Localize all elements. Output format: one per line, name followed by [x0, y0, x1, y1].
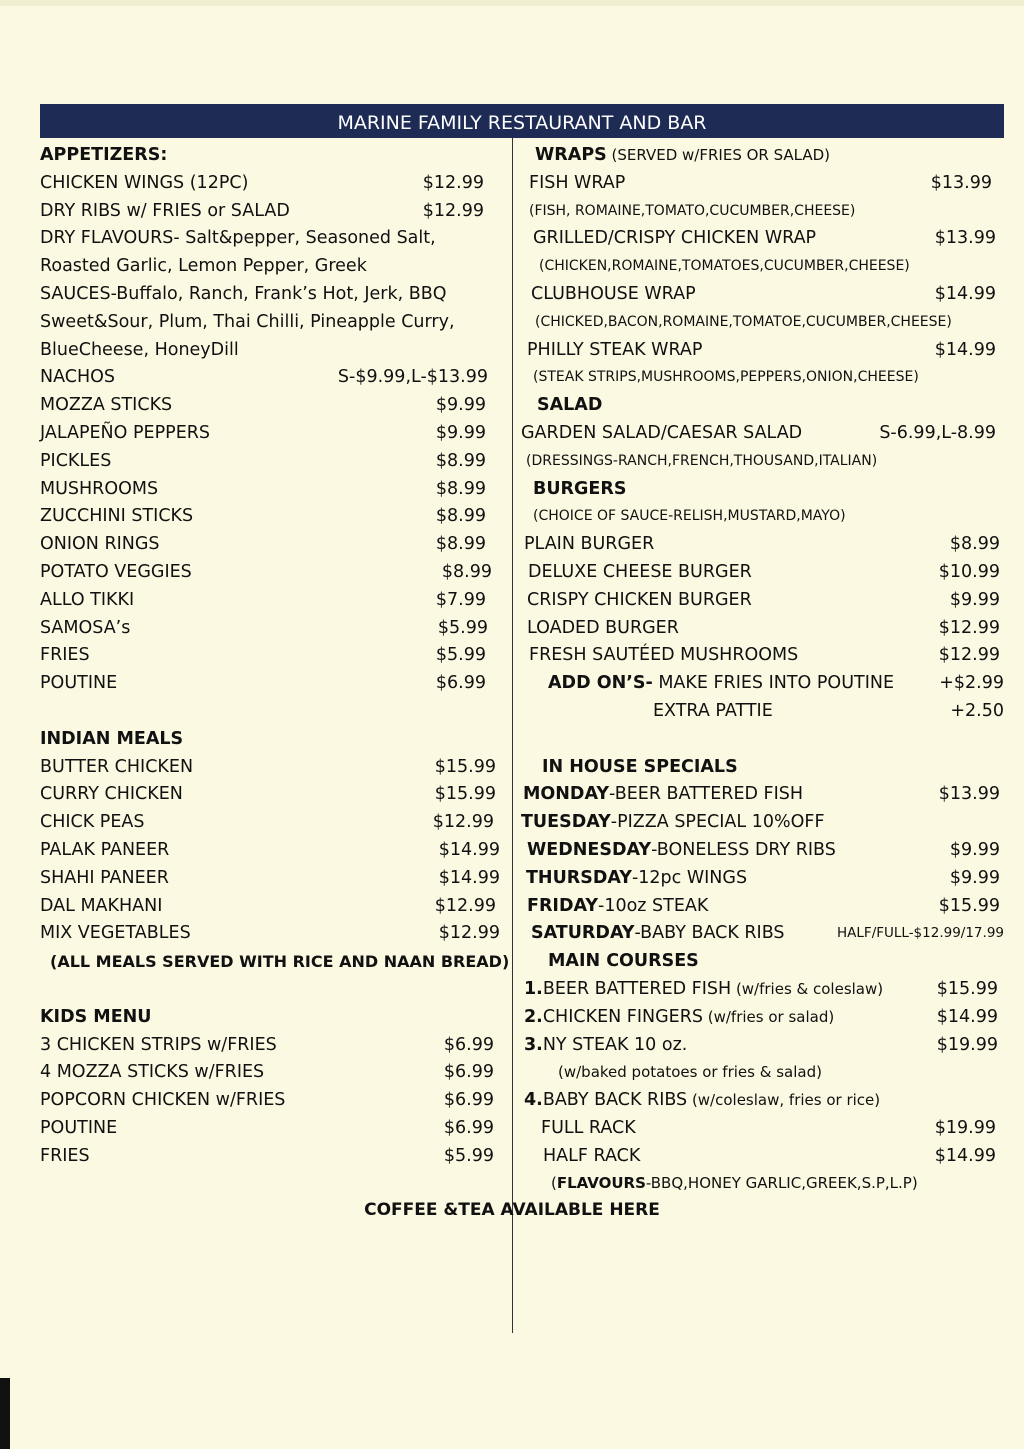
main-course-name: 2.CHICKEN FINGERS (w/fries or salad) [524, 1006, 835, 1027]
special-name: SATURDAY-BABY BACK RIBS [531, 923, 785, 944]
item-price: $8.99 [435, 534, 486, 555]
item-price: $12.99 [438, 923, 500, 944]
wraps-heading: WRAPS (SERVED w/FRIES OR SALAD) [535, 145, 831, 165]
item-name: HALF RACK [543, 1145, 641, 1166]
appetizer-item [40, 198, 500, 226]
main-course-price: $15.99 [936, 978, 998, 999]
item-name: GARDEN SALAD/CAESAR SALAD [521, 422, 803, 443]
special-name: TUESDAY-PIZZA SPECIAL 10%OFF [521, 812, 825, 833]
special-price: $9.99 [949, 839, 1000, 860]
salad-heading: SALAD [537, 395, 603, 416]
item-price: $13.99 [930, 172, 992, 193]
item-price: $7.99 [435, 589, 486, 610]
item-name: CHICK PEAS [40, 812, 145, 833]
appetizer-item [40, 476, 500, 504]
wrap-item [521, 337, 1004, 365]
item-price: $6.99 [435, 673, 486, 694]
menu-title: MARINE FAMILY RESTAURANT AND BAR [40, 104, 1004, 138]
item-price: $12.99 [422, 200, 484, 221]
rib-sizes-list [521, 1115, 1004, 1171]
coffee-tea-note: COFFEE &TEA AVAILABLE HERE [364, 1200, 660, 1220]
item-price: $13.99 [934, 228, 996, 249]
item-name: 4 MOZZA STICKS w/FRIES [40, 1062, 265, 1083]
left-column [40, 142, 510, 1170]
appetizer-item [40, 281, 500, 309]
appetizer-item [40, 615, 500, 643]
burger-item [521, 642, 1004, 670]
specials-heading: IN HOUSE SPECIALS [542, 756, 738, 777]
item-price: S-6.99,L-8.99 [879, 422, 996, 443]
wrap-description [521, 198, 1004, 226]
wrap-description [521, 364, 1004, 392]
burger-item [521, 531, 1004, 559]
item-price: $8.99 [435, 506, 486, 527]
item-name: PHILLY STEAK WRAP [527, 339, 703, 360]
appetizer-item [40, 559, 500, 587]
item-name: FRIES [40, 1145, 90, 1166]
item-price: $14.99 [438, 839, 500, 860]
burgers-heading: BURGERS [533, 478, 627, 499]
indian-meals-list [40, 754, 500, 949]
item-price: $8.99 [441, 561, 492, 582]
appetizer-item [40, 337, 500, 365]
main-courses-list [521, 976, 1004, 1059]
appetizer-item [40, 587, 500, 615]
appetizer-item [40, 225, 500, 253]
kids-menu-item [40, 1115, 500, 1143]
item-name: ONION RINGS [40, 534, 160, 555]
item-price: $19.99 [934, 1117, 996, 1138]
item-price: $15.99 [434, 756, 496, 777]
item-price: $8.99 [949, 534, 1000, 555]
item-price: $6.99 [443, 1034, 494, 1055]
main-course-name: 1.BEER BATTERED FISH (w/fries & coleslaw) [524, 978, 884, 999]
salad-item [521, 420, 1004, 448]
item-name: NACHOS [40, 367, 116, 388]
item-name: POUTINE [40, 673, 118, 694]
item-price: $8.99 [435, 478, 486, 499]
item-name: Sweet&Sour, Plum, Thai Chilli, Pineapple Curry, [40, 311, 455, 332]
item-name: POPCORN CHICKEN w/FRIES [40, 1090, 286, 1111]
item-name: POUTINE [40, 1117, 118, 1138]
kids-menu-item [40, 1032, 500, 1060]
item-name: (CHOICE OF SAUCE-RELISH,MUSTARD,MAYO) [533, 508, 846, 525]
item-price: $9.99 [435, 395, 486, 416]
special-item [521, 920, 1004, 948]
burger-item [521, 559, 1004, 587]
item-name: LOADED BURGER [527, 617, 679, 638]
item-name: PALAK PANEER [40, 839, 170, 860]
special-item [521, 809, 1004, 837]
appetizers-heading: APPETIZERS: [40, 145, 168, 165]
salad-description [521, 448, 1004, 476]
special-price: HALF/FULL-$12.99/17.99 [837, 925, 1004, 942]
item-price: $14.99 [438, 867, 500, 888]
addon-row: ADD ON’S- MAKE FRIES INTO POUTINE +$2.99 [548, 673, 1004, 694]
special-item [521, 893, 1004, 921]
wrap-item [521, 225, 1004, 253]
main-course-price: $14.99 [936, 1006, 998, 1027]
appetizer-item [40, 364, 500, 392]
item-price: $9.99 [949, 589, 1000, 610]
item-name: (FISH, ROMAINE,TOMATO,CUCUMBER,CHEESE) [529, 202, 856, 219]
item-name: SHAHI PANEER [40, 867, 169, 888]
rib-size-item [521, 1115, 1004, 1143]
item-price: $14.99 [934, 339, 996, 360]
main-course-name: 3.NY STEAK 10 oz. [524, 1034, 688, 1055]
wrap-description [521, 253, 1004, 281]
kids-menu-item [40, 1059, 500, 1087]
item-price: S-$9.99,L-$13.99 [337, 367, 488, 388]
item-name: MOZZA STICKS [40, 395, 173, 416]
special-price: $15.99 [938, 895, 1000, 916]
item-price: $6.99 [443, 1062, 494, 1083]
item-name: PLAIN BURGER [524, 534, 655, 555]
special-item [521, 781, 1004, 809]
item-price: $5.99 [435, 645, 486, 666]
item-name: BUTTER CHICKEN [40, 756, 194, 777]
kids-menu-heading: KIDS MENU [40, 1006, 152, 1027]
item-name: MIX VEGETABLES [40, 923, 191, 944]
item-name: (DRESSINGS-RANCH,FRENCH,THOUSAND,ITALIAN) [526, 452, 878, 469]
special-name: FRIDAY-10oz STEAK [527, 895, 709, 916]
burger-item [521, 615, 1004, 643]
kids-menu-list [40, 1032, 500, 1171]
special-price: $13.99 [938, 784, 1000, 805]
indian-meals-note: (ALL MEALS SERVED WITH RICE AND NAAN BREAD) [50, 952, 510, 972]
item-name: JALAPEÑO PEPPERS [40, 422, 211, 443]
item-name: FRIES [40, 645, 90, 666]
item-name: SAMOSA’s [40, 617, 131, 638]
item-name: 3 CHICKEN STRIPS w/FRIES [40, 1034, 277, 1055]
wrap-description [521, 309, 1004, 337]
item-name: DRY RIBS w/ FRIES or SALAD [40, 200, 290, 221]
appetizer-item [40, 503, 500, 531]
wraps-list [521, 170, 1004, 392]
burger-description [521, 503, 1004, 531]
salad-list [521, 420, 1004, 476]
main-course-item [521, 1004, 1004, 1032]
burger-item [521, 587, 1004, 615]
item-price: $15.99 [434, 784, 496, 805]
item-name: DRY FLAVOURS- Salt&pepper, Seasoned Salt, [40, 228, 436, 249]
appetizer-item [40, 448, 500, 476]
special-name: MONDAY-BEER BATTERED FISH [523, 784, 804, 805]
special-item [521, 837, 1004, 865]
indian-meal-item [40, 920, 500, 948]
addon-row: EXTRA PATTIE +2.50 [653, 700, 1004, 721]
indian-meal-item [40, 781, 500, 809]
flavours-row: (FLAVOURS-BBQ,HONEY GARLIC,GREEK,S.P,L.P) [551, 1174, 918, 1193]
special-name: THURSDAY-12pc WINGS [526, 867, 748, 888]
steak-note: (w/baked potatoes or fries & salad) [558, 1063, 822, 1082]
item-name: MUSHROOMS [40, 478, 159, 499]
indian-meal-item [40, 865, 500, 893]
item-price: $12.99 [422, 172, 484, 193]
item-name: Roasted Garlic, Lemon Pepper, Greek [40, 256, 367, 277]
special-name: WEDNESDAY-BONELESS DRY RIBS [527, 839, 836, 860]
item-name: ALLO TIKKI [40, 589, 135, 610]
burgers-list [521, 503, 1004, 670]
appetizer-item [40, 531, 500, 559]
item-name: FISH WRAP [529, 172, 626, 193]
item-price: $14.99 [934, 1145, 996, 1166]
wrap-item [521, 281, 1004, 309]
item-price: $6.99 [443, 1117, 494, 1138]
item-price: $6.99 [443, 1090, 494, 1111]
item-name: CHICKEN WINGS (12PC) [40, 172, 249, 193]
item-name: FULL RACK [541, 1117, 636, 1138]
appetizer-item [40, 253, 500, 281]
indian-meal-item [40, 837, 500, 865]
item-name: ZUCCHINI STICKS [40, 506, 194, 527]
kids-menu-item [40, 1087, 500, 1115]
item-name: (CHICKEN,ROMAINE,TOMATOES,CUCUMBER,CHEESE) [539, 258, 910, 275]
item-name: BlueCheese, HoneyDill [40, 339, 239, 360]
item-price: $12.99 [938, 617, 1000, 638]
item-name: CLUBHOUSE WRAP [531, 283, 696, 304]
scan-edge [0, 1378, 10, 1449]
appetizers-list [40, 170, 500, 698]
item-price: $5.99 [437, 617, 488, 638]
item-name: CRISPY CHICKEN BURGER [527, 589, 752, 610]
item-name: (CHICKED,BACON,ROMAINE,TOMATOE,CUCUMBER,CHEESE) [535, 313, 952, 330]
special-item [521, 865, 1004, 893]
indian-meal-item [40, 893, 500, 921]
item-name: (STEAK STRIPS,MUSHROOMS,PEPPERS,ONION,CHEESE) [533, 369, 919, 386]
item-name: FRESH SAUTÉED MUSHROOMS [529, 645, 799, 666]
item-name: SAUCES-Buffalo, Ranch, Frank’s Hot, Jerk, BBQ [40, 283, 447, 304]
appetizer-item [40, 392, 500, 420]
item-name: PICKLES [40, 450, 112, 471]
appetizer-item [40, 420, 500, 448]
ribs-row: 4.BABY BACK RIBS (w/coleslaw, fries or rice) [524, 1090, 881, 1111]
main-course-item [521, 1032, 1004, 1060]
appetizer-item [40, 309, 500, 337]
item-name: CURRY CHICKEN [40, 784, 183, 805]
appetizer-item [40, 642, 500, 670]
item-price: $12.99 [434, 895, 496, 916]
item-name: DAL MAKHANI [40, 895, 163, 916]
appetizer-item [40, 670, 500, 698]
item-name: GRILLED/CRISPY CHICKEN WRAP [533, 228, 817, 249]
indian-meal-item [40, 754, 500, 782]
item-price: $8.99 [435, 450, 486, 471]
item-price: $10.99 [938, 561, 1000, 582]
item-price: $5.99 [443, 1145, 494, 1166]
column-divider [512, 138, 513, 1333]
main-courses-heading: MAIN COURSES [548, 951, 699, 972]
appetizer-item [40, 170, 500, 198]
item-price: $12.99 [938, 645, 1000, 666]
item-price: $12.99 [432, 812, 494, 833]
indian-meals-heading: INDIAN MEALS [40, 728, 184, 749]
rib-size-item [521, 1143, 1004, 1171]
item-price: $9.99 [435, 422, 486, 443]
page-edge [0, 0, 1024, 6]
right-column [521, 142, 1004, 1198]
kids-menu-item [40, 1143, 500, 1171]
main-course-price: $19.99 [936, 1034, 998, 1055]
indian-meal-item [40, 809, 500, 837]
item-name: POTATO VEGGIES [40, 561, 192, 582]
item-price: $14.99 [934, 283, 996, 304]
specials-list [521, 781, 1004, 948]
special-price: $9.99 [949, 867, 1000, 888]
wrap-item [521, 170, 1004, 198]
item-name: DELUXE CHEESE BURGER [528, 561, 752, 582]
main-course-item [521, 976, 1004, 1004]
